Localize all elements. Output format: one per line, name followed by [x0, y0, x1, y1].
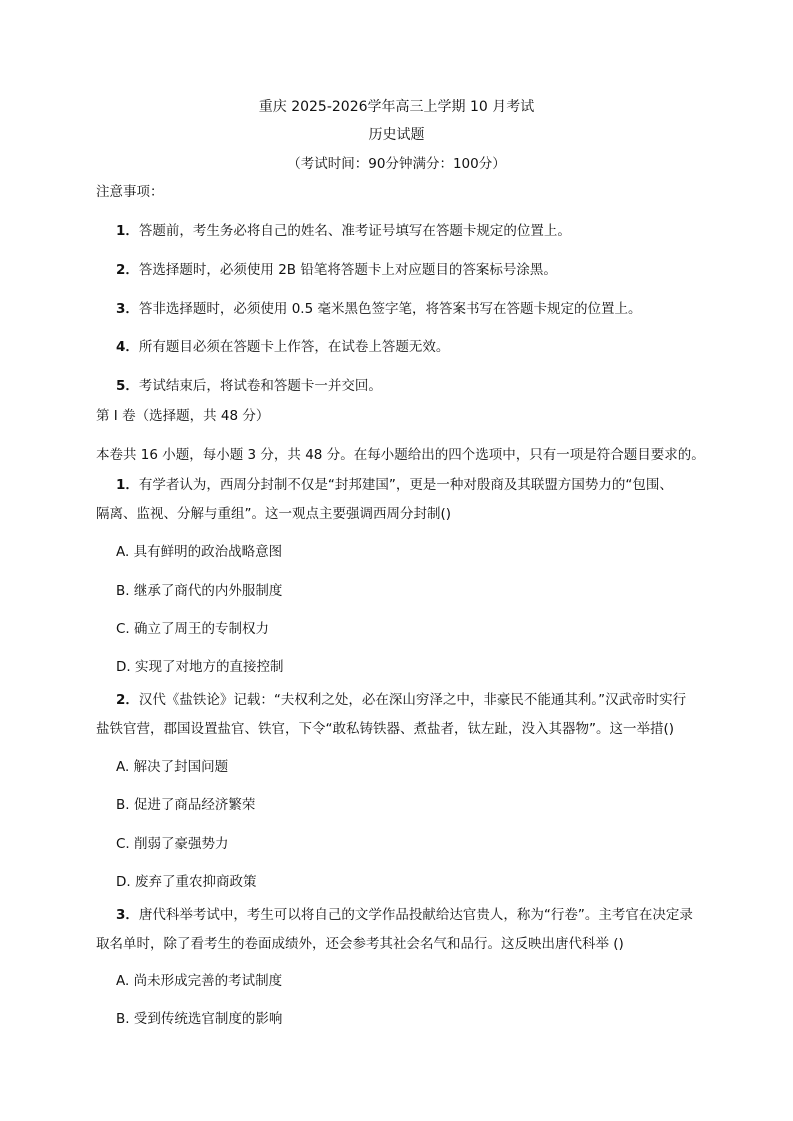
- notice-item-text: 考试结束后，将试卷和答题卡一并交回。: [138, 378, 382, 394]
- question-2-line: [116, 688, 686, 708]
- notice-item: [116, 374, 382, 394]
- question-1-option-b: B. 继承了商代的内外服制度: [116, 583, 283, 599]
- question-3-line: [116, 903, 693, 923]
- question-stem: 唐代科举考试中，考生可以将自己的文学作品投献给达官贵人，称为“行卷”。主考官在决定录: [138, 907, 693, 923]
- question-3-stem-continued: 取名单时，除了看考生的卷面成绩外，还会参考其社会名气和品行。这反映出唐代科举 (): [96, 936, 624, 952]
- section-title: 第 I 卷（选择题，共 48 分）: [96, 408, 270, 424]
- notice-item-number: 3．: [116, 301, 139, 317]
- notice-item-number: 2．: [116, 262, 139, 278]
- exam-subject: 历史试题: [368, 127, 425, 143]
- notice-item-number: 1．: [116, 223, 139, 239]
- question-2-option-c: C. 削弱了豪强势力: [116, 836, 229, 852]
- question-number: 3．: [116, 907, 139, 923]
- notice-item: [116, 297, 641, 317]
- notice-item: [116, 335, 449, 355]
- question-2-option-a: A. 解决了封国问题: [116, 759, 229, 775]
- question-2-stem-continued: 盐铁官营，郡国设置盐官、铁官，下令“敢私铸铁器、煮盐者，钛左趾，没入其器物”。这一举措(): [96, 721, 675, 737]
- question-2-option-d: D. 废弃了重农抑商政策: [116, 874, 257, 890]
- notice-item-text: 答选择题时，必须使用 2B 铅笔将答题卡上对应题目的答案标号涂黑。: [138, 262, 557, 278]
- question-3-option-a: A. 尚未形成完善的考试制度: [116, 973, 283, 989]
- section-instructions: 本卷共 16 小题，每小题 3 分，共 48 分。在每小题给出的四个选项中，只有一项是符合题目要求的。: [96, 447, 705, 463]
- notice-item: [116, 219, 571, 239]
- notice-item-number: 4．: [116, 339, 139, 355]
- question-3-option-b: B. 受到传统选官制度的影响: [116, 1011, 283, 1027]
- question-1-option-a: A. 具有鲜明的政治战略意图: [116, 544, 283, 560]
- exam-title: 重庆 2025-2026学年高三上学期 10 月考试: [258, 99, 535, 115]
- question-number: 2．: [116, 692, 139, 708]
- notice-item-number: 5．: [116, 378, 139, 394]
- notice-item-text: 所有题目必须在答题卡上作答，在试卷上答题无效。: [138, 339, 450, 355]
- question-stem: 有学者认为，西周分封制不仅是“封邦建国”，更是一种对殷商及其联盟方国势力的“包围、: [138, 477, 673, 493]
- notice-item: [116, 258, 557, 278]
- exam-time-info: （考试时间：90分钟满分：100分）: [287, 156, 506, 172]
- question-1-option-d: D. 实现了对地方的直接控制: [116, 659, 284, 675]
- question-1-line: [116, 473, 673, 493]
- question-number: 1．: [116, 477, 139, 493]
- notice-item-text: 答题前，考生务必将自己的姓名、准考证号填写在答题卡规定的位置上。: [138, 223, 571, 239]
- notice-item-text: 答非选择题时，必须使用 0.5 毫米黑色签字笔，将答案书写在答题卡规定的位置上。: [138, 301, 642, 317]
- question-2-option-b: B. 促进了商品经济繁荣: [116, 797, 256, 813]
- question-1-option-c: C. 确立了周王的专制权力: [116, 621, 270, 637]
- question-1-stem-continued: 隔离、监视、分解与重组”。这一观点主要强调西周分封制(): [96, 506, 452, 522]
- notice-heading: 注意事项：: [96, 184, 164, 200]
- question-stem: 汉代《盐铁论》记载：“夫权利之处，必在深山穷泽之中，非豪民不能通其利。”汉武帝时实行: [138, 692, 687, 708]
